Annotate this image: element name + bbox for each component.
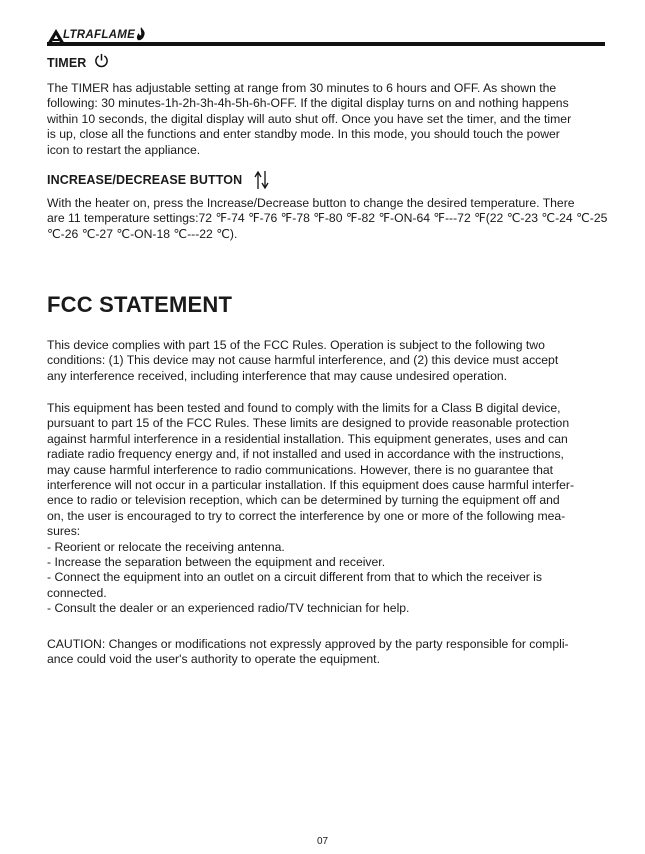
list-item: - Connect the equipment into an outlet on a circuit different from that to which the receiver is xyxy=(47,570,542,585)
incdec-title: INCREASE/DECREASE BUTTON xyxy=(47,173,243,187)
text-line: ℃-26 ℃-27 ℃-ON-18 ℃---22 ℃). xyxy=(47,226,238,241)
incdec-description xyxy=(47,196,608,242)
list-item: - Increase the separation between the equipment and receiver. xyxy=(47,555,386,570)
power-icon xyxy=(94,53,109,68)
up-down-arrows-icon xyxy=(254,170,270,190)
text-line: radiate radio frequency energy and, if not installed and used in accordance with the instructions, xyxy=(47,447,564,462)
page-header xyxy=(47,16,605,48)
text-line: are 11 temperature settings:72 ℉-74 ℉-76 ℉-78 ℉-80 ℉-82 ℉-ON-64 ℉---72 ℉(22 ℃-23 ℃-24 ℃-25 xyxy=(47,211,608,226)
text-line: icon to restart the appliance. xyxy=(47,142,201,157)
text-line: is up, close all the functions and enter standby mode. In this mode, you should touch the power xyxy=(47,127,560,142)
text-line: any interference received, including interference that may cause undesired operation. xyxy=(47,368,508,383)
flame-icon xyxy=(136,27,146,41)
text-line: With the heater on, press the Increase/Decrease button to change the desired temperature. There xyxy=(47,196,575,210)
incdec-heading xyxy=(47,170,270,190)
text-line: connected. xyxy=(47,585,107,600)
text-line: This equipment has been tested and found to comply with the limits for a Class B digital device, xyxy=(47,401,561,415)
text-line: within 10 seconds, the digital display will auto shut off. Once you have set the timer, and the timer xyxy=(47,111,572,126)
fcc-paragraph-2 xyxy=(47,401,603,617)
text-line: This device complies with part 15 of the FCC Rules. Operation is subject to the following two xyxy=(47,338,545,352)
timer-title: TIMER xyxy=(47,56,87,70)
list-item: - Consult the dealer or an experienced radio/TV technician for help. xyxy=(47,601,410,616)
text-line: interference will not occur in a particular installation. If this equipment does cause harmful interfer- xyxy=(47,478,575,493)
fcc-title: FCC STATEMENT xyxy=(47,292,233,317)
text-line: The TIMER has adjustable setting at range from 30 minutes to 6 hours and OFF. As shown the xyxy=(47,81,557,95)
timer-description xyxy=(47,81,603,158)
brand-name: LTRAFLAME xyxy=(63,29,136,41)
fcc-paragraph-1 xyxy=(47,338,603,384)
page-number: 07 xyxy=(316,836,329,847)
text-line: conditions: (1) This device may not cause harmful interference, and (2) this device must accept xyxy=(47,353,559,368)
timer-heading xyxy=(47,56,109,70)
text-line: on, the user is encouraged to try to correct the interference by one or more of the following mea- xyxy=(47,508,566,523)
text-line: ence to radio or television reception, which can be determined by turning the equipment off and xyxy=(47,493,560,508)
text-line: pursuant to part 15 of the FCC Rules. These limits are designed to provide reasonable protection xyxy=(47,416,570,431)
text-line: CAUTION: Changes or modifications not expressly approved by the party responsible for compli- xyxy=(47,637,569,651)
brand-logo xyxy=(47,22,146,44)
text-line: following: 30 minutes-1h-2h-3h-4h-5h-6h-OFF. If the digital display turns on and nothing happens xyxy=(47,96,569,111)
header-rule xyxy=(47,42,605,46)
text-line: sures: xyxy=(47,524,81,539)
text-line: may cause harmful interference to radio communications. However, there is no guarantee that xyxy=(47,462,554,477)
fcc-caution xyxy=(47,637,603,668)
text-line: ance could void the user's authority to operate the equipment. xyxy=(47,652,380,667)
list-item: - Reorient or relocate the receiving antenna. xyxy=(47,539,285,554)
text-line: against harmful interference in a residential installation. This equipment generates, uses and can xyxy=(47,431,568,446)
